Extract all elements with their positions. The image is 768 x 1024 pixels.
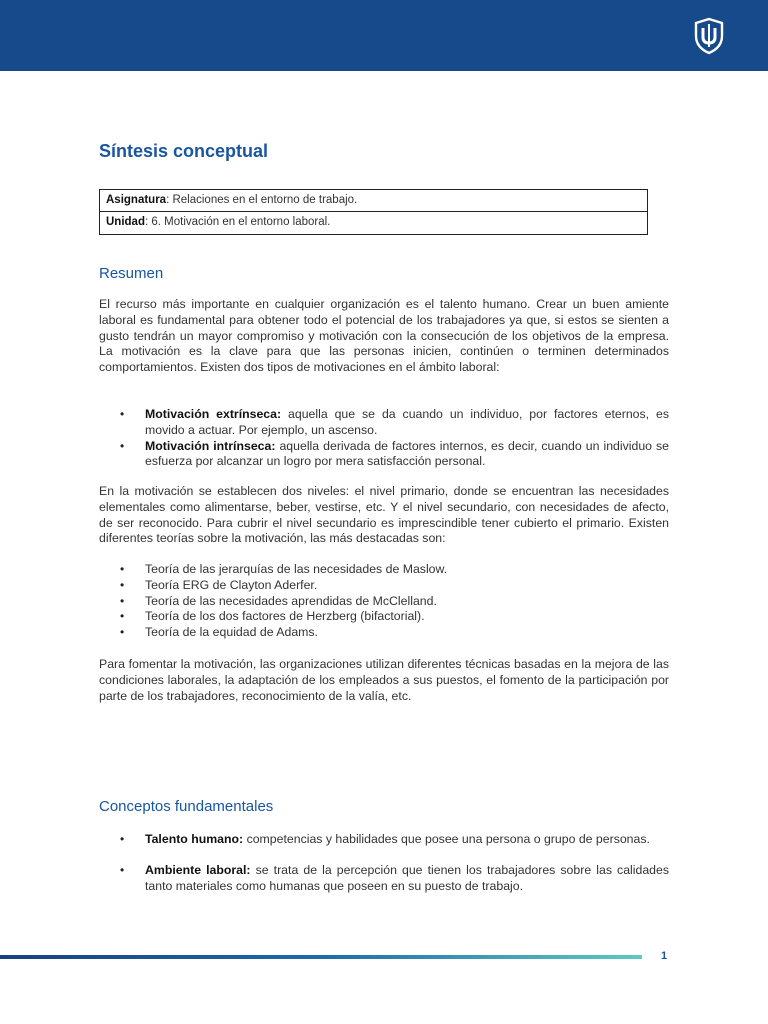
motivation-text: aquella que se da cuando un individuo, por factores eternos, es movido a actuar. Por ejemplo, un ascenso.	[145, 407, 669, 437]
shield-icon	[691, 17, 727, 55]
page-title: Síntesis conceptual	[99, 141, 269, 161]
summary-paragraph-1: El recurso más importante en cualquier organización es el talento humano. Crear un buen amiente laboral es fundamental para obtener todo el potencial de los trabajadores ya que, si estos se sienten a gusto tendrán un mayor compromiso y motivación con la consecución de los objetivos de la empresa. La motivación es la clave para que las personas inicien, continúen o terminen determinados comportamientos. Existen dos tipos de motivaciones en el ámbito laboral:	[99, 297, 669, 375]
concept-term: Ambiente laboral:	[145, 862, 251, 877]
unit-row	[100, 212, 647, 234]
header-bar	[0, 0, 768, 71]
subject-value: : Relaciones en el entorno de trabajo.	[166, 194, 358, 206]
list-item	[99, 863, 669, 895]
motivation-list	[99, 407, 669, 470]
motivation-term: Motivación extrínseca:	[145, 407, 282, 421]
theories-list	[99, 562, 669, 641]
list-item: • Teoría de las jerarquías de las necesidades de Maslow.	[99, 562, 669, 578]
list-item: • Teoría de las necesidades aprendidas de McClelland.	[99, 594, 669, 610]
motivation-text: aquella derivada de factores internos, es decir, cuando un individuo se esfuerza por alcanzar un logro por mera satisfacción personal.	[145, 438, 670, 469]
concept-text: se trata de la percepción que tienen los trabajadores sobre las calidades tanto materiales como humanas que poseen en su puesto de trabajo.	[145, 862, 669, 893]
concept-text: competencias y habilidades que posee una persona o grupo de personas.	[243, 832, 650, 846]
list-item: • Teoría de la equidad de Adams.	[99, 625, 669, 641]
concepts-list	[99, 832, 669, 909]
list-item	[99, 439, 669, 471]
motivation-term: Motivación intrínseca:	[145, 438, 276, 453]
summary-paragraph-3: Para fomentar la motivación, las organizaciones utilizan diferentes técnicas basadas en la mejora de las condiciones laborales, la adaptación de los empleados a sus puestos, el fomento de la participación por parte de los trabajadores, reconocimiento de la valía, etc.	[99, 657, 669, 703]
list-item	[99, 832, 669, 848]
summary-paragraph-2: En la motivación se establecen dos niveles: el nivel primario, donde se encuentran las necesidades elementales como alimentarse, beber, vestirse, etc. Y el nivel secundario, con necesidades de afecto, de ser reconocido. Para cubrir el nivel secundario es imprescindible tener cubierto el primario. Existen diferentes teorías sobre la motivación, las más destacadas son:	[99, 484, 669, 546]
unit-label: Unidad	[106, 216, 145, 228]
subject-label: Asignatura	[106, 194, 167, 206]
subject-row	[100, 190, 647, 212]
summary-heading: Resumen	[99, 265, 164, 282]
list-item	[99, 407, 669, 439]
concept-term: Talento humano:	[145, 832, 244, 846]
unit-value: : 6. Motivación en el entorno laboral.	[144, 216, 331, 228]
concepts-heading: Conceptos fundamentales	[99, 798, 274, 815]
footer-divider	[0, 955, 642, 959]
list-item: • Teoría de los dos factores de Herzberg (bifactorial).	[99, 609, 669, 625]
info-table	[99, 189, 648, 235]
list-item: • Teoría ERG de Clayton Aderfer.	[99, 578, 669, 594]
page-number: 1	[661, 950, 668, 962]
